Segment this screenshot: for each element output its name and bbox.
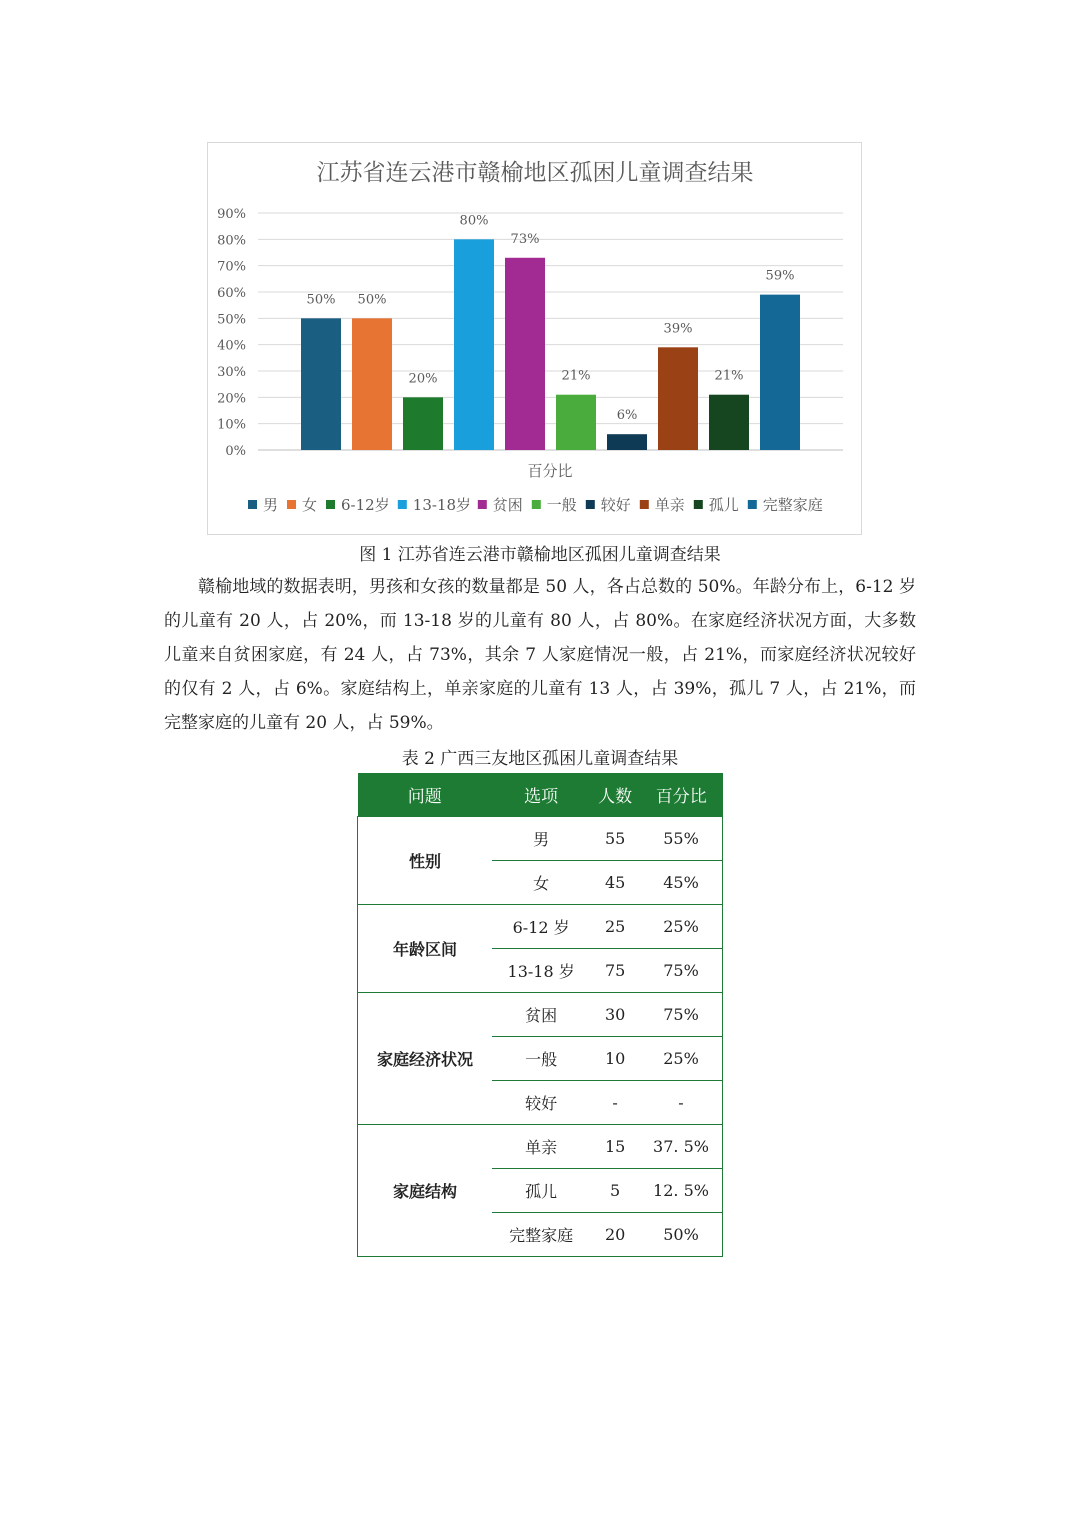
bar-8 <box>658 347 698 450</box>
legend-swatch <box>326 500 335 509</box>
legend-label: 男 <box>263 496 279 514</box>
count-cell: 10 <box>590 1037 640 1081</box>
option-cell: 单亲 <box>492 1125 590 1169</box>
header-question: 问题 <box>358 773 493 817</box>
percent-cell: 12. 5% <box>640 1169 723 1213</box>
bar-1 <box>301 318 341 450</box>
data-label: 80% <box>459 213 489 229</box>
legend-swatch <box>640 500 649 509</box>
percent-cell: - <box>640 1081 723 1125</box>
legend-swatch <box>586 500 595 509</box>
y-tick-label: 30% <box>217 365 246 380</box>
table-row <box>358 1125 723 1169</box>
bar-5 <box>505 258 545 450</box>
chart-title: 江苏省连云港市赣榆地区孤困儿童调查结果 <box>316 160 754 186</box>
legend-label: 女 <box>302 496 318 514</box>
table-header-row <box>358 773 723 817</box>
bar-3 <box>403 397 443 450</box>
y-tick-label: 50% <box>217 312 246 328</box>
y-tick-label: 90% <box>217 207 246 222</box>
bar-chart <box>208 143 863 536</box>
figure-caption: 图 1 江苏省连云港市赣榆地区孤困儿童调查结果 <box>359 545 721 565</box>
option-cell: 孤儿 <box>492 1169 590 1213</box>
option-cell: 男 <box>492 817 590 861</box>
count-cell: 15 <box>590 1125 640 1169</box>
body-paragraph: 赣榆地域的数据表明，男孩和女孩的数量都是 50 人，各占总数的 50%。年龄分布上，6-12 岁的儿童有 20 人，占 20%，而 13-18 岁的儿童有 80 人，占 80%。在家庭经济状况方面，大多数儿童来自贫困家庭，有 24 人，占 73%，其余 7 人家庭情况一般，占 21%，而家庭经济状况较好的仅有 2 人，占 6%。家庭结构上，单亲家庭的儿童有 13 人，占 39%，孤儿 7 人，占 21%，而完整家庭的儿童有 20 人，占 59%。 <box>164 577 916 733</box>
data-label: 21% <box>561 368 591 384</box>
data-label: 59% <box>765 268 795 284</box>
question-cell: 性别 <box>358 817 493 905</box>
y-tick-label: 60% <box>217 286 246 301</box>
count-cell: 20 <box>590 1213 640 1257</box>
count-cell: 30 <box>590 993 640 1037</box>
percent-cell: 55% <box>640 817 723 861</box>
option-cell: 6-12 岁 <box>492 905 590 949</box>
legend-swatch <box>694 500 703 509</box>
y-tick-label: 0% <box>225 444 246 459</box>
data-label: 39% <box>663 321 693 337</box>
header-count: 人数 <box>590 773 640 817</box>
option-cell: 贫困 <box>492 993 590 1037</box>
legend-swatch <box>248 500 257 509</box>
legend-label: 较好 <box>600 496 631 514</box>
legend-swatch <box>478 500 487 509</box>
y-tick-label: 70% <box>217 259 246 275</box>
bar-7 <box>607 434 647 450</box>
legend-label: 6-12岁 <box>341 496 390 514</box>
header-percent: 百分比 <box>640 773 723 817</box>
count-cell: 55 <box>590 817 640 861</box>
y-tick-label: 80% <box>217 233 246 249</box>
legend-label: 孤儿 <box>708 496 739 514</box>
data-label: 6% <box>616 408 638 424</box>
question-cell: 家庭结构 <box>358 1125 493 1257</box>
option-cell: 女 <box>492 861 590 905</box>
percent-cell: 37. 5% <box>640 1125 723 1169</box>
percent-cell: 50% <box>640 1213 723 1257</box>
percent-cell: 25% <box>640 905 723 949</box>
y-tick-label: 40% <box>217 338 246 354</box>
legend-label: 13-18岁 <box>412 496 472 514</box>
legend-label: 单亲 <box>654 496 685 514</box>
chart-container <box>207 142 862 535</box>
legend-label: 一般 <box>546 496 577 514</box>
count-cell: - <box>590 1081 640 1125</box>
option-cell: 一般 <box>492 1037 590 1081</box>
data-label: 20% <box>408 371 438 387</box>
table-row <box>358 993 723 1037</box>
bar-10 <box>760 295 800 450</box>
option-cell: 完整家庭 <box>492 1213 590 1257</box>
table-row <box>358 905 723 949</box>
count-cell: 25 <box>590 905 640 949</box>
data-label: 50% <box>306 292 336 308</box>
count-cell: 75 <box>590 949 640 993</box>
bar-4 <box>454 239 494 450</box>
percent-cell: 75% <box>640 949 723 993</box>
legend-swatch <box>398 500 407 509</box>
x-axis-label: 百分比 <box>527 462 573 480</box>
data-label: 50% <box>357 292 387 308</box>
y-tick-label: 10% <box>217 417 246 433</box>
legend-label: 完整家庭 <box>762 496 823 514</box>
option-cell: 13-18 岁 <box>492 949 590 993</box>
count-cell: 45 <box>590 861 640 905</box>
percent-cell: 75% <box>640 993 723 1037</box>
bar-2 <box>352 318 392 450</box>
question-cell: 家庭经济状况 <box>358 993 493 1125</box>
table-caption: 表 2 广西三友地区孤困儿童调查结果 <box>401 749 679 769</box>
table-row <box>358 817 723 861</box>
legend-label: 贫困 <box>492 496 523 514</box>
question-cell: 年龄区间 <box>358 905 493 993</box>
data-label: 21% <box>714 368 744 384</box>
bar-9 <box>709 395 749 450</box>
legend-swatch <box>748 500 757 509</box>
count-cell: 5 <box>590 1169 640 1213</box>
legend-swatch <box>287 500 296 509</box>
data-label: 73% <box>510 231 540 247</box>
y-tick-label: 20% <box>217 391 246 407</box>
header-option: 选项 <box>492 773 590 817</box>
option-cell: 较好 <box>492 1081 590 1125</box>
percent-cell: 25% <box>640 1037 723 1081</box>
survey-table <box>357 773 723 1257</box>
percent-cell: 45% <box>640 861 723 905</box>
bar-6 <box>556 395 596 450</box>
legend-swatch <box>532 500 541 509</box>
